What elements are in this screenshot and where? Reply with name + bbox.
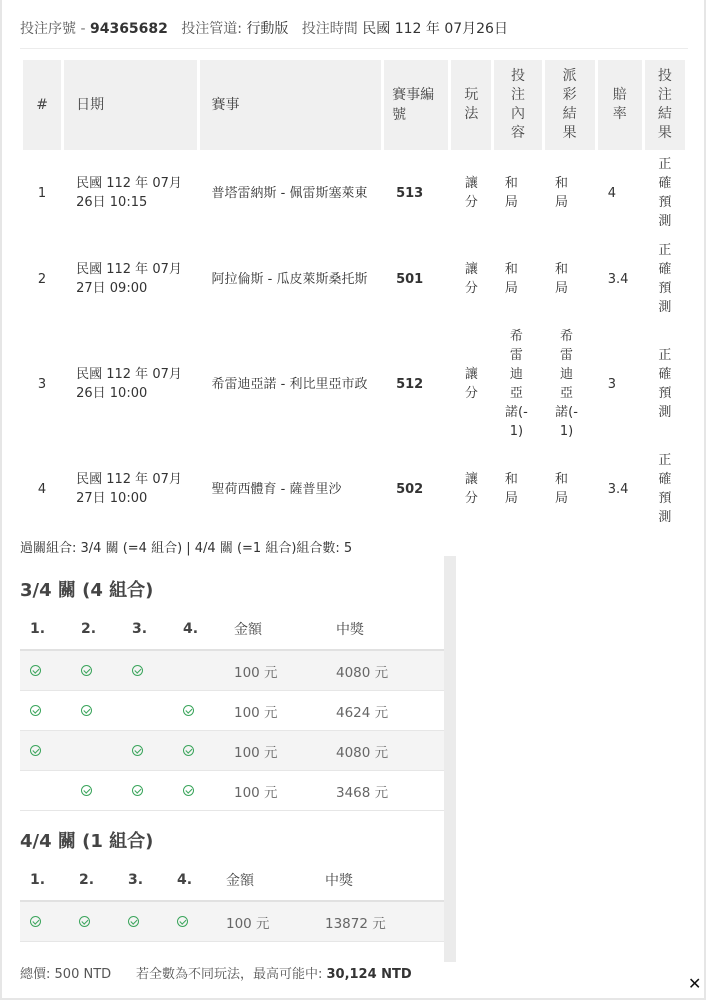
pick-2-cell bbox=[71, 731, 122, 771]
combo-scrollbar[interactable] bbox=[444, 556, 456, 962]
serial-separator: - bbox=[80, 21, 86, 37]
row-result: 和局 bbox=[555, 472, 569, 506]
check-circle-icon bbox=[177, 916, 188, 927]
combo-row bbox=[20, 901, 444, 942]
pick-3-cell bbox=[122, 731, 173, 771]
time-label: 投注時間 bbox=[301, 21, 358, 37]
pick-1-cell bbox=[20, 771, 71, 811]
row-no: 1 bbox=[37, 185, 47, 201]
row-result: 希雷迪亞諾(-1) bbox=[555, 329, 578, 439]
check-circle-icon bbox=[132, 785, 143, 796]
channel-label: 投注管道: bbox=[181, 21, 242, 37]
pick-4-cell bbox=[173, 691, 224, 731]
combo-header-2: 2. bbox=[69, 860, 118, 901]
col-header-no: # bbox=[23, 60, 61, 150]
combo-prize: 13872 元 bbox=[315, 901, 444, 942]
row-match: 希雷迪亞諾 - 利比里亞市政 bbox=[211, 376, 368, 392]
row-match: 阿拉倫斯 - 瓜皮萊斯桑托斯 bbox=[211, 271, 368, 287]
channel-value: 行動版 bbox=[246, 21, 289, 37]
bet-header bbox=[20, 18, 688, 38]
combo-header-2: 2. bbox=[71, 609, 122, 650]
check-circle-icon bbox=[183, 705, 194, 716]
combo-row bbox=[20, 691, 444, 731]
combo-header-amount: 金額 bbox=[224, 609, 326, 650]
combo-44-table bbox=[20, 860, 444, 942]
serial-label: 投注序號 bbox=[20, 21, 76, 37]
col-header-play: 玩法 bbox=[451, 60, 491, 150]
pick-3-cell bbox=[122, 650, 173, 691]
pick-2-cell bbox=[71, 691, 122, 731]
combo-header-prize: 中獎 bbox=[326, 609, 444, 650]
pick-4-cell bbox=[167, 901, 216, 942]
pick-2-cell bbox=[71, 771, 122, 811]
combo-header-1: 1. bbox=[20, 609, 71, 650]
total-value: 500 NTD bbox=[54, 967, 112, 982]
max-win-note: 若全數為不同玩法，最高可能中: bbox=[135, 967, 323, 982]
pick-1-cell bbox=[20, 901, 69, 942]
check-circle-icon bbox=[30, 705, 41, 716]
combo-header-1: 1. bbox=[20, 860, 69, 901]
bet-table-header-row bbox=[23, 60, 685, 150]
row-play: 讓分 bbox=[464, 262, 478, 296]
check-circle-icon bbox=[183, 785, 194, 796]
bet-table bbox=[20, 60, 688, 532]
max-win-value: 30,124 NTD bbox=[326, 967, 412, 982]
check-circle-icon bbox=[81, 665, 92, 676]
row-date: 民國 112 年 07月26日 10:15 bbox=[76, 176, 182, 210]
row-outcome: 正確預測 bbox=[658, 243, 672, 315]
check-circle-icon bbox=[30, 745, 41, 756]
row-play: 讓分 bbox=[464, 367, 478, 401]
row-play: 讓分 bbox=[464, 472, 478, 506]
bet-detail-panel bbox=[2, 0, 704, 998]
combo-44-header-row bbox=[20, 860, 444, 901]
check-circle-icon bbox=[132, 745, 143, 756]
combo-amount: 100 元 bbox=[216, 901, 315, 942]
combo-row bbox=[20, 771, 444, 811]
row-match-id: 512 bbox=[396, 376, 424, 392]
row-odds: 3 bbox=[607, 376, 616, 392]
row-date: 民國 112 年 07月26日 10:00 bbox=[76, 367, 182, 401]
check-circle-icon bbox=[81, 785, 92, 796]
combo-34-title: 3/4 關 (4 組合) bbox=[20, 580, 154, 601]
table-row bbox=[23, 322, 685, 446]
pick-1-cell bbox=[20, 731, 71, 771]
combo-row bbox=[20, 650, 444, 691]
row-odds: 3.4 bbox=[607, 481, 629, 497]
check-circle-icon bbox=[183, 745, 194, 756]
bet-footer bbox=[20, 963, 412, 982]
row-odds: 4 bbox=[607, 185, 616, 201]
time-value: 民國 112 年 07月26日 bbox=[362, 21, 508, 37]
col-header-outcome: 投注結果 bbox=[645, 60, 685, 150]
check-circle-icon bbox=[30, 665, 41, 676]
row-match-id: 502 bbox=[396, 481, 424, 497]
combo-amount: 100 元 bbox=[224, 691, 326, 731]
row-no: 2 bbox=[37, 271, 47, 287]
combo-amount: 100 元 bbox=[224, 650, 326, 691]
col-header-odds: 賠率 bbox=[598, 60, 642, 150]
row-bet: 希雷迪亞諾(-1) bbox=[505, 329, 528, 439]
table-row bbox=[23, 150, 685, 236]
combo-prize: 3468 元 bbox=[326, 771, 444, 811]
row-no: 3 bbox=[37, 376, 47, 392]
row-bet: 和局 bbox=[504, 176, 518, 210]
col-header-match: 賽事 bbox=[200, 60, 382, 150]
col-header-bet: 投注內容 bbox=[494, 60, 541, 150]
check-circle-icon bbox=[128, 916, 139, 927]
pick-2-cell bbox=[69, 901, 118, 942]
row-match-id: 513 bbox=[396, 185, 424, 201]
combo-34-header-row bbox=[20, 609, 444, 650]
check-circle-icon bbox=[132, 665, 143, 676]
table-row bbox=[23, 446, 685, 532]
combo-header-prize: 中獎 bbox=[315, 860, 444, 901]
pick-3-cell bbox=[122, 691, 173, 731]
total-label: 總價: bbox=[20, 967, 51, 982]
col-header-date: 日期 bbox=[64, 60, 196, 150]
table-row bbox=[23, 236, 685, 322]
row-outcome: 正確預測 bbox=[658, 453, 672, 525]
row-outcome: 正確預測 bbox=[658, 157, 672, 229]
combo-header-3: 3. bbox=[118, 860, 167, 901]
pick-4-cell bbox=[173, 650, 224, 691]
combo-prize: 4080 元 bbox=[326, 731, 444, 771]
row-no: 4 bbox=[37, 481, 47, 497]
check-circle-icon bbox=[81, 705, 92, 716]
combo-44-title: 4/4 關 (1 組合) bbox=[20, 831, 154, 852]
row-bet: 和局 bbox=[504, 262, 518, 296]
check-circle-icon bbox=[30, 916, 41, 927]
row-match: 聖荷西體育 - 薩普里沙 bbox=[211, 481, 342, 497]
combo-header-4: 4. bbox=[173, 609, 224, 650]
serial-value: 94365682 bbox=[89, 21, 168, 37]
combo-header-4: 4. bbox=[167, 860, 216, 901]
row-bet: 和局 bbox=[504, 472, 518, 506]
row-play: 讓分 bbox=[464, 176, 478, 210]
pick-3-cell bbox=[122, 771, 173, 811]
row-date: 民國 112 年 07月27日 09:00 bbox=[76, 262, 182, 296]
row-result: 和局 bbox=[555, 262, 569, 296]
col-header-result: 派彩結果 bbox=[545, 60, 595, 150]
row-odds: 3.4 bbox=[607, 271, 629, 287]
pick-3-cell bbox=[118, 901, 167, 942]
combo-area bbox=[20, 556, 456, 962]
combo-amount: 100 元 bbox=[224, 771, 326, 811]
header-divider bbox=[20, 48, 688, 49]
check-circle-icon bbox=[79, 916, 90, 927]
combo-34-table bbox=[20, 609, 444, 811]
combo-header-amount: 金額 bbox=[216, 860, 315, 901]
row-match-id: 501 bbox=[396, 271, 424, 287]
combo-prize: 4080 元 bbox=[326, 650, 444, 691]
row-result: 和局 bbox=[555, 176, 569, 210]
pick-2-cell bbox=[71, 650, 122, 691]
pick-4-cell bbox=[173, 771, 224, 811]
row-date: 民國 112 年 07月27日 10:00 bbox=[76, 472, 182, 506]
row-match: 普塔雷納斯 - 佩雷斯塞萊東 bbox=[211, 185, 368, 201]
pick-1-cell bbox=[20, 650, 71, 691]
combo-summary: 過關組合: 3/4 關 (=4 組合) | 4/4 關 (=1 組合)組合數: 5 bbox=[20, 541, 353, 556]
combo-prize: 4624 元 bbox=[326, 691, 444, 731]
pick-4-cell bbox=[173, 731, 224, 771]
combo-amount: 100 元 bbox=[224, 731, 326, 771]
col-header-match-id: 賽事編號 bbox=[384, 60, 448, 150]
pick-1-cell bbox=[20, 691, 71, 731]
row-outcome: 正確預測 bbox=[658, 348, 672, 420]
close-icon[interactable]: ✕ bbox=[688, 974, 702, 993]
combo-row bbox=[20, 731, 444, 771]
combo-header-3: 3. bbox=[122, 609, 173, 650]
